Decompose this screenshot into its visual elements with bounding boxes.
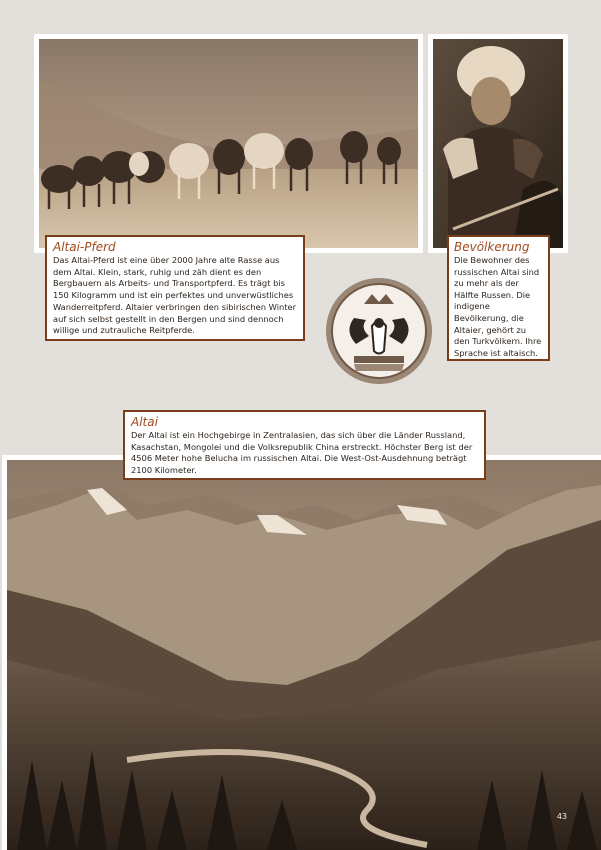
altai-caption-box <box>123 410 486 480</box>
horse-caption-text: Das Altai-Pferd ist eine über 2000 Jahre alte Rasse aus dem Altai. Klein, stark, ruhig und zäh dient es den Bergbauern als Arbeits- und Transportpferd. Es trägt bis 150 Kilogramm und ist ein perfektes und unverwüstliches Wanderreitpferd. Altaier verbringen den sibirischen Winter auf sich selbst gestellt in den Bergen und sind dennoch willige und zutrauliche Reitpferde. <box>53 255 297 336</box>
population-caption-title: Bevölkerung <box>454 240 530 254</box>
griffin-emblem-icon <box>324 276 434 386</box>
altai-republic-emblem <box>324 276 434 386</box>
population-caption-text: Die Bewohner des russischen Altai sind zu mehr als der Hälfte Russen. Die indigene Bevölkerung, die Altaier, gehört zu den Turkvölkern. Ihre Sprache ist altaisch. <box>454 255 542 358</box>
population-caption-box <box>447 235 550 361</box>
horses-photo-image <box>39 39 418 248</box>
portrait-photo <box>428 34 568 253</box>
altai-caption-title: Altai <box>131 415 158 429</box>
horse-caption-title: Altai-Pferd <box>53 240 116 254</box>
landscape-photo-image <box>7 460 601 850</box>
horse-caption-box <box>45 235 305 341</box>
landscape-photo <box>2 455 601 850</box>
horses-photo <box>34 34 423 253</box>
page-number: 43 <box>556 812 567 821</box>
portrait-photo-image <box>433 39 563 248</box>
altai-caption-text: Der Altai ist ein Hochgebirge in Zentralasien, das sich über die Länder Russland, Kasachstan, Mongolei und die Volksrepublik China erstreckt. Höchster Berg ist der 4506 Meter hohe Belucha im russischen Altai. Die West-Ost-Ausdehnung beträgt 2100 Kilometer. <box>131 430 473 476</box>
